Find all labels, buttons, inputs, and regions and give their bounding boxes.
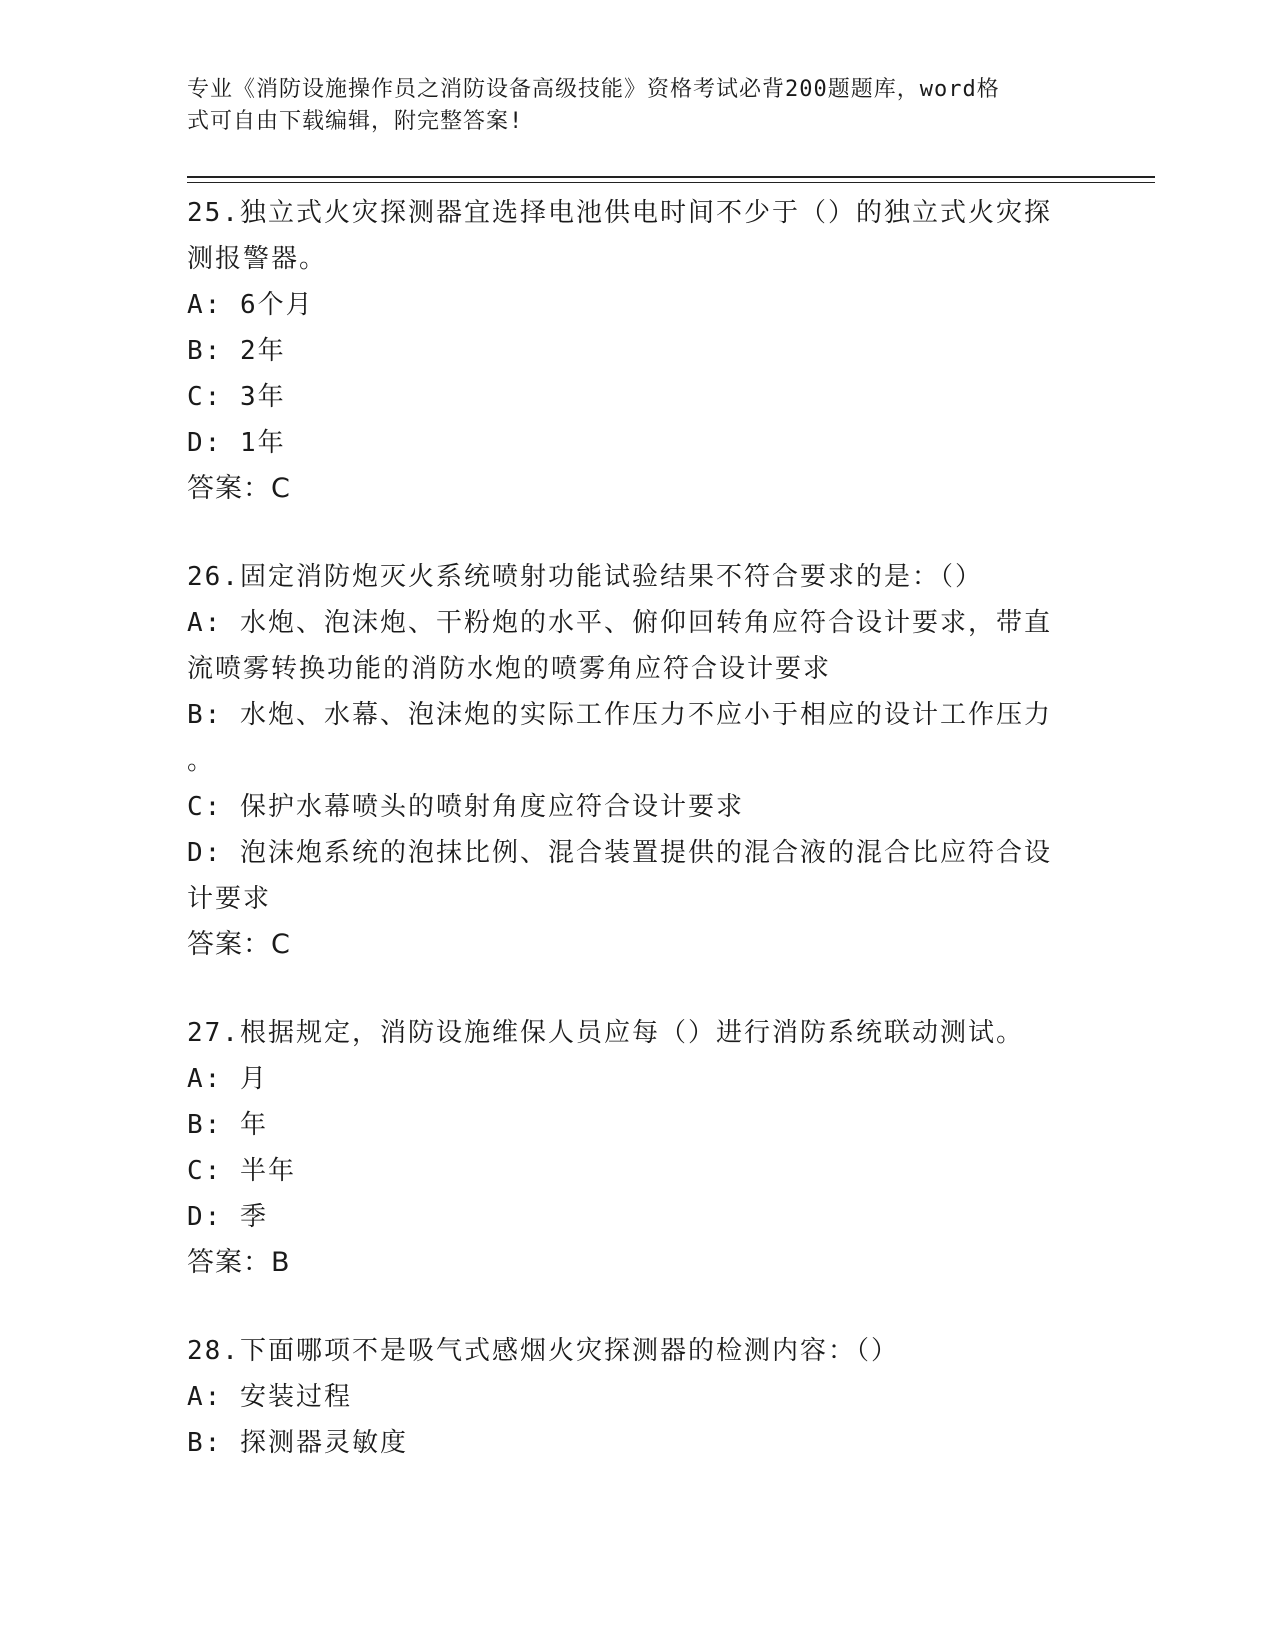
header-line-1: 专业《消防设施操作员之消防设备高级技能》资格考试必背200题题库，word格 [187, 77, 1000, 102]
option-c: C: 3年 [187, 382, 286, 412]
option-b-continued: 。 [187, 746, 216, 776]
option-a: A: 安装过程 [187, 1382, 352, 1412]
question-stem-line: 测报警器。 [187, 244, 328, 274]
option-a-continued: 流喷雾转换功能的消防水炮的喷雾角应符合设计要求 [187, 654, 832, 684]
option-b: B: 2年 [187, 336, 286, 366]
option-a: A: 6个月 [187, 290, 314, 320]
question-list [187, 190, 1087, 1508]
answer-line: 答案：C [187, 929, 291, 960]
header-divider-thick [187, 176, 1155, 178]
document-header [187, 74, 1067, 138]
option-a: A: 月 [187, 1064, 268, 1094]
option-a: A: 水炮、泡沫炮、干粉炮的水平、俯仰回转角应符合设计要求，带直 [187, 608, 1052, 638]
answer-line: 答案：B [187, 1247, 291, 1278]
option-d-continued: 计要求 [187, 884, 272, 914]
header-line-2: 式可自由下载编辑，附完整答案! [187, 109, 524, 134]
option-b: B: 年 [187, 1110, 268, 1140]
question-stem-line: 25.独立式火灾探测器宜选择电池供电时间不少于（）的独立式火灾探 [187, 198, 1052, 228]
question-26 [187, 554, 1087, 968]
question-28 [187, 1328, 1087, 1466]
question-stem-line: 26.固定消防炮灭火系统喷射功能试验结果不符合要求的是：（） [187, 562, 983, 592]
option-c: C: 半年 [187, 1156, 296, 1186]
option-d: D: 季 [187, 1202, 268, 1232]
option-b: B: 水炮、水幕、泡沫炮的实际工作压力不应小于相应的设计工作压力 [187, 700, 1052, 730]
option-d: D: 1年 [187, 428, 286, 458]
option-d: D: 泡沫炮系统的泡抹比例、混合装置提供的混合液的混合比应符合设 [187, 838, 1052, 868]
option-b: B: 探测器灵敏度 [187, 1428, 408, 1458]
header-divider-thin [187, 182, 1155, 183]
answer-line: 答案：C [187, 473, 291, 504]
question-stem-line: 28.下面哪项不是吸气式感烟火灾探测器的检测内容：（） [187, 1336, 899, 1366]
question-stem-line: 27.根据规定，消防设施维保人员应每（）进行消防系统联动测试。 [187, 1018, 1024, 1048]
option-c: C: 保护水幕喷头的喷射角度应符合设计要求 [187, 792, 744, 822]
question-27 [187, 1010, 1087, 1286]
question-25 [187, 190, 1087, 512]
